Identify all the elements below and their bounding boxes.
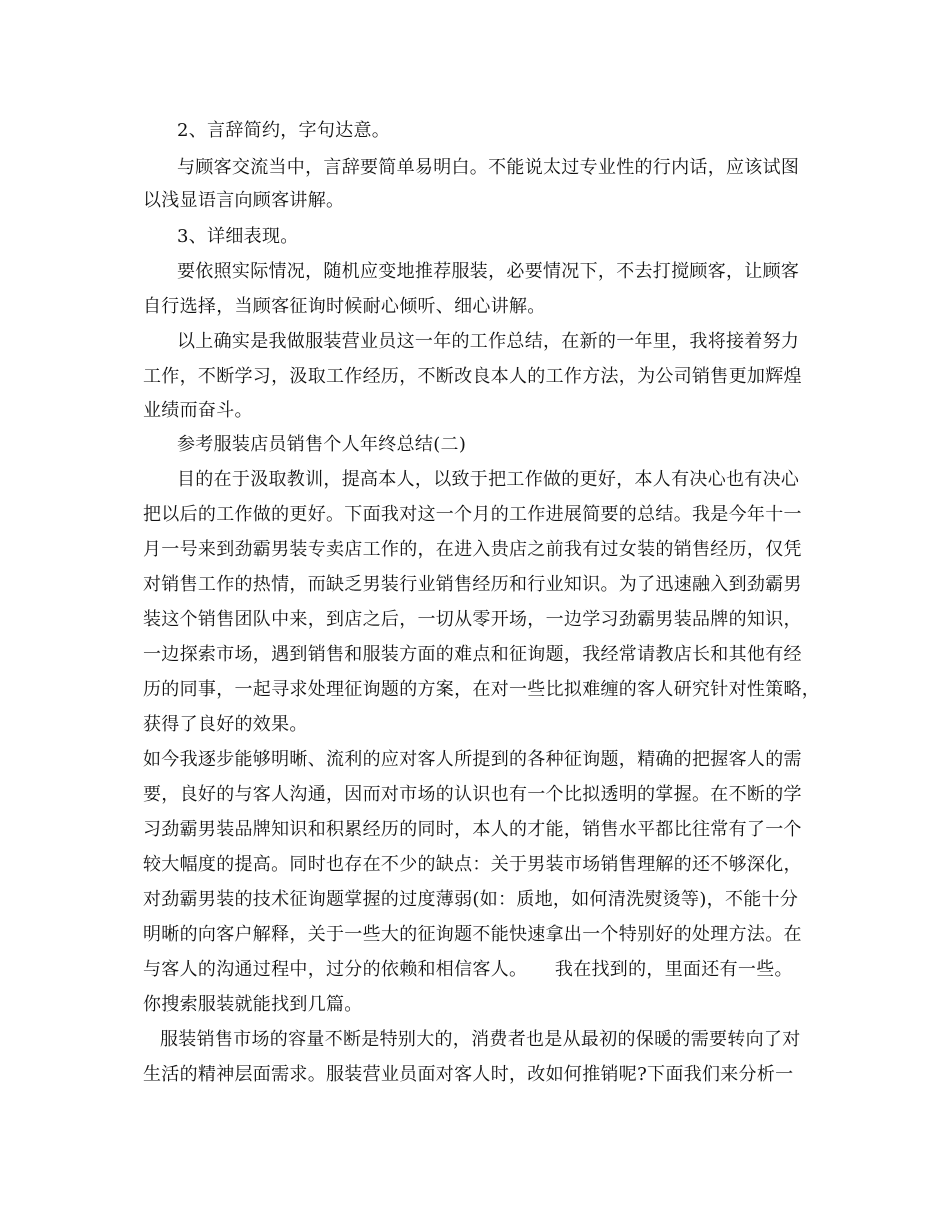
paragraph-line: 对劲霸男装的技术征询题掌握的过度薄弱(如：质地，如何清洗熨烫等)，不能十分 [143,889,799,910]
paragraph-line: 你搜索服装就能找到几篇。 [143,994,363,1015]
paragraph-line: 装这个销售团队中来，到店之后，一切从零开场，一边学习劲霸男装品牌的知识， [143,609,802,630]
paragraph-line: 服装销售市场的容量不断是特别大的，消费者也是从最初的保暖的需要转向了对 [160,1029,801,1050]
paragraph-line: 以浅显语言向顾客讲解。 [143,190,345,211]
section-heading-3: 3、详细表现。 [177,226,299,247]
paragraph-line: 要，良好的与客人沟通，因而对市场的认识也有一个比拟透明的掌握。在不断的学 [143,784,802,805]
paragraph-line: 获得了良好的效果。 [143,714,308,735]
paragraph-line: 与顾客交流当中，言辞要简单易明白。不能说太过专业性的行内话，应该试图 [177,157,800,178]
paragraph-line: 习劲霸男装品牌知识和积累经历的同时，本人的才能，销售水平都比往常有了一个 [143,819,802,840]
paragraph-line: 明晰的向客户解释，关于一些大的征询题不能快速拿出一个特别好的处理方法。在 [143,924,802,945]
paragraph-line: 生活的精神层面需求。服装营业员面对客人时，改如何推销呢?下面我们来分析一 [143,1064,794,1085]
paragraph-line: 月一号来到劲霸男装专卖店工作的，在进入贵店之前我有过女装的销售经历，仅凭 [143,539,802,560]
paragraph-line: 对销售工作的热情，而缺乏男装行业销售经历和行业知识。为了迅速融入到劲霸男 [143,574,802,595]
paragraph-line: 与客人的沟通过程中，过分的依赖和相信客人。 我在找到的，里面还有一些。 [143,959,793,980]
paragraph-line: 如今我逐步能够明晰、流利的应对客人所提到的各种征询题，精确的把握客人的需 [143,749,802,770]
paragraph-line: 历的同事，一起寻求处理征询题的方案，在对一些比拟难缠的客人研究针对性策略， [143,679,821,700]
paragraph-line: 工作，不断学习，汲取工作经历，不断改良本人的工作方法，为公司销售更加辉煌 [143,366,802,387]
paragraph-line: 自行选择，当顾客征询时候耐心倾听、细心讲解。 [143,296,546,317]
paragraph-line: 把以后的工作做的更好。下面我对这一个月的工作进展简要的总结。我是今年十一 [143,504,802,525]
section-title: 参考服装店员销售个人年终总结(二) [177,434,467,455]
section-heading-2: 2、言辞简约，字句达意。 [177,120,391,141]
paragraph-line: 要依照实际情况，随机应变地推荐服装，必要情况下，不去打搅顾客，让顾客 [177,261,800,282]
paragraph-line: 业绩而奋斗。 [143,400,253,421]
paragraph-line: 目的在于汲取教训，提高本人，以致于把工作做的更好，本人有决心也有决心 [177,469,800,490]
paragraph-line: 较大幅度的提高。同时也存在不少的缺点：关于男装市场销售理解的还不够深化， [143,854,802,875]
paragraph-line: 以上确实是我做服装营业员这一年的工作总结，在新的一年里，我将接着努力 [177,331,800,352]
paragraph-line: 一边探索市场，遇到销售和服装方面的难点和征询题，我经常请教店长和其他有经 [143,644,802,665]
